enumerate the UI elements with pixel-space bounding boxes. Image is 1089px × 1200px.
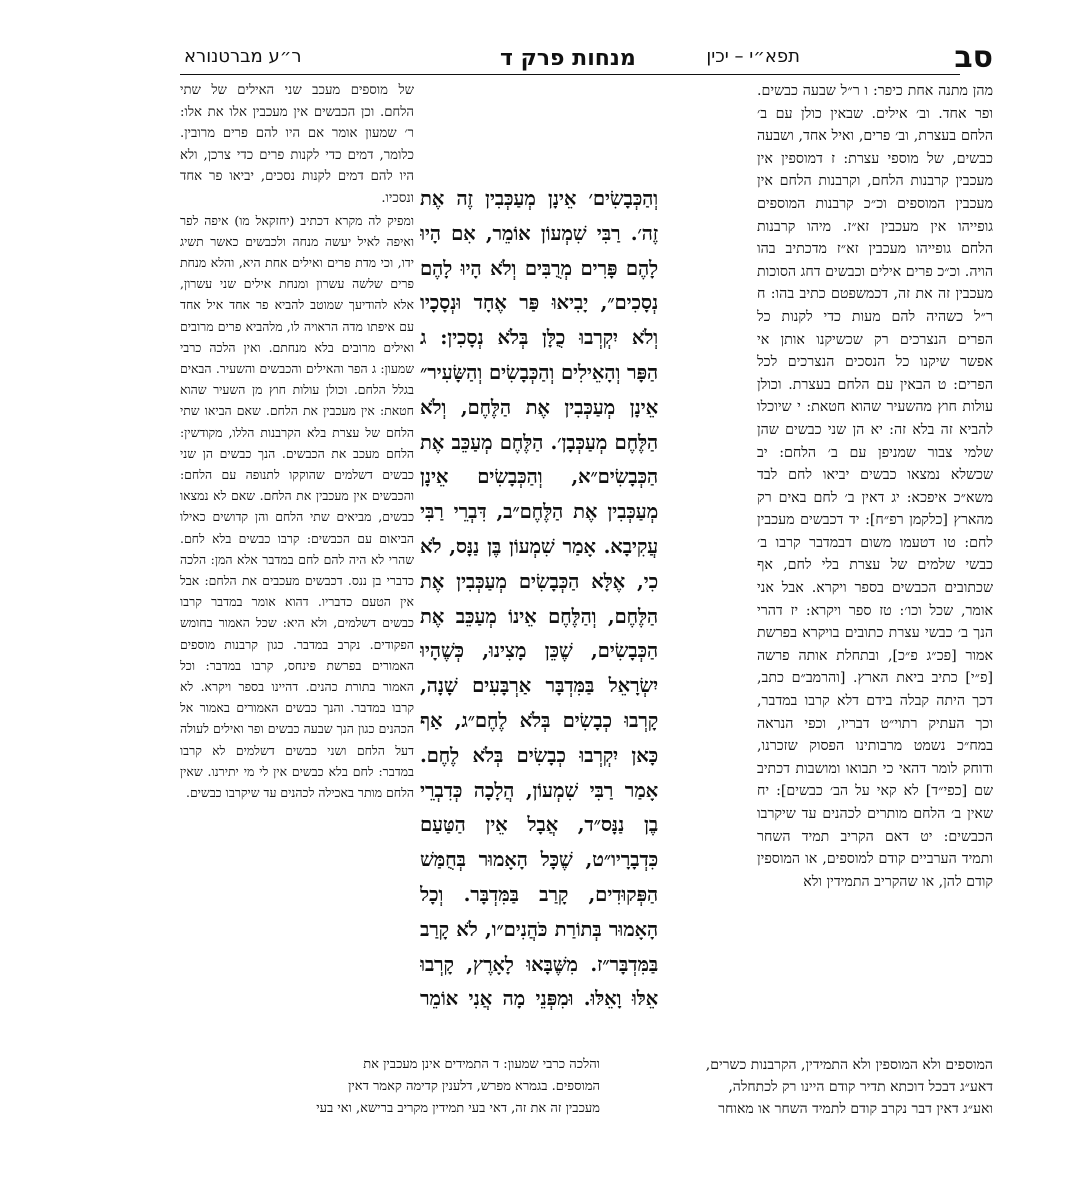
bottom-right-line: דאע״ג דבכל דוכתא תדיר קודם היינו רק לכתחלה, (728, 1079, 993, 1095)
bartenura-top-text: של מוספים מעכב שני האילים של שתי הלחם. וכן הכבשים אין מעכבין אלו את אלו: ר׳ שמעון אומר אם היו להם פרים מרובין. כלומר, דמים כדי לקנות פרים כדי צרכן, ולא היו להם דמים לקנות נסכים, יביאו פר אחד ונסכיו. (180, 83, 414, 206)
bottom-left-line: והלכה כרבי שמעון: ד התמידים אינן מעכבין את (363, 1057, 600, 1072)
tiferet-yisrael-text: מהן מתנה אחת כיפר: ו ר״ל שבעה כבשים. ופר אחד. וב׳ אילים. שבאין כולן עם ב׳ הלחם בעצרת, וב׳ פרים, ואיל אחד, ושבעה כבשים, של מוספי עצרת: ז דמוספין אין מעכבין קרבנות הלחם, וקרבנות הלחם אין מעכבין המוספים וכ״כ קרבנות המוספים גופייהו אין מעכבין זא״ז. מיהו קרבנות הלחם גופייהו מעכבין זא״ז מדכתיב בהו הויה. וכ״כ פרים אילים וכבשים דחג הסוכות מעכבין זה את זה, דכמשפטם כתיב בהו: ח ר״ל כשהיה להם מעות כדי לקנות כל הפרים הנצרכים רק שכשיקנו אותן אי אפשר שיקנו כל הנסכים הנצרכים לכל הפרים: ט הבאין עם הלחם בעצרת. וכולן עולות חוץ מהשעיר שהוא חטאת: י שיוכלו להביא זה בלא זה: יא הן שני כבשים שהן שלמי צבור שמניפן עם ב׳ הלחם: יב שכשלא נמצאו כבשים יביאו לחם לבד משא״כ איפכא: יג דאין ב׳ לחם באים רק מהארץ [כלקמן רפ״ח]: יד דכבשים מעכבין לחם: טו דטעמו משום דבמדבר קרבו ב׳ כבשי שלמים של עצרת בלי לחם, אף שכתובים הכבשים בספר ויקרא. אבל אני אומר, שכל וכו׳: טז ספר ויקרא: יז דהרי הנך ב׳ כבשי עצרת כתובים בויקרא בפרשת אמור [פכ״ג פ״כ], ובתחלת אותה פרשה [פ״י] כתיב ביאת הארץ. [והרמב״ם כתב, דכך היתה קבלה בידם דלא קרבו במדבר, וכך העתיק רתוי״ט דבריו, וכפי הנראה במח״כ נשמט מרבותינו הפסוק שזכרנו, ודוחק לומר דהאי כי תבואו ומושבות דכתיב שם [כפי״ד] לא קאי על הב׳ כבשים]: יח שאין ב׳ הלחם מותרים לכהנים עד שיקרבו הכבשים: יט דאם הקריב תמיד השחר ותמיד הערביים קודם למוספים, או המוספין קודם להן, או שהקריב התמידין ולא (757, 83, 993, 890)
page-header (180, 44, 960, 75)
mishna-column (420, 182, 658, 1016)
bottom-left-line: מעכבין זה את זה, דאי בעי תמידין מקריב ברישא, ואי בעי (316, 1101, 600, 1116)
tiferet-yisrael-commentary (757, 80, 993, 1100)
mishna-text: וְהַכְּבָשִׂים׳ אֵינָן מְעַכְּבִין זֶה אֶת זֶה׳. רַבִּי שִׁמְעוֹן אוֹמֵר, אִם הָיוּ לָהֶם פָּרִים מְרֻבִּים וְלֹא הָיוּ לָהֶם נְסָכִים״, יָבִיאוּ פַּר אֶחָד וּנְסָכָיו וְלֹא יִקְרְבוּ כֻלָּן בְּלֹא נְסָכִין: ג הַפָּר וְהָאֵילִים וְהַכְּבָשִׂים וְהַשָּׂעִיר״ אֵינָן מְעַכְּבִין אֶת הַלֶּחֶם, וְלֹא הַלֶּחֶם מְעַכְּבָן׳. הַלֶּחֶם מְעַכֵּב אֶת הַכְּבָשִׂים״א, וְהַכְּבָשִׂים אֵינָן מְעַכְּבִין אֶת הַלֶּחֶם״ב, דִּבְרֵי רַבִּי עֲקִיבָא. אָמַר שִׁמְעוֹן בֶּן נַנָּס, לֹא כִי, אֶלָּא הַכְּבָשִׂים מְעַכְּבִין אֶת הַלֶּחֶם, וְהַלֶּחֶם אֵינוֹ מְעַכֵּב אֶת הַכְּבָשִׂים, שֶׁכֵּן מָצִינוּ, כְּשֶׁהָיוּ יִשְׂרָאֵל בַּמִּדְבָּר אַרְבָּעִים שָׁנָה, קָרְבוּ כְבָשִׂים בְּלֹא לֶחֶם״ג, אַף כָּאן יִקְרְבוּ כְבָשִׂים בְּלֹא לֶחֶם. אָמַר רַבִּי שִׁמְעוֹן, הֲלָכָה כְּדִבְרֵי בֶן נַנָּס״ד, אֲבָל אֵין הַטַּעַם כִּדְבָרָיו״ט, שֶׁכָּל הָאָמוּר בְּחֻמַּשׁ הַפְּקוּדִים, קָרַב בַּמִּדְבָּר. וְכָל הָאָמוּר בְּתוֹרַת כֹּהֲנִים״ו, לֹא קָרַב בַּמִּדְבָּר״ז. מִשֶּׁבָּאוּ לָאָרֶץ, קָרְבוּ אֵלּוּ וָאֵלּוּ. וּמִפְּנֵי מָה אֲנִי אוֹמֵר (420, 187, 658, 1011)
commentary-label: תפא״י – יכין (706, 46, 800, 67)
bottom-right-line: המוספים ולא המוספין ולא התמידין, הקרבנות כשרים, (705, 1057, 993, 1073)
bottom-left-commentary (180, 1054, 600, 1120)
page-number: סב (954, 40, 993, 75)
bottom-left-line: המוספים. בגמרא מפרש, דלענין קדימה קאמר דאין (348, 1079, 600, 1094)
bartenura-main-text: ומפיק לה מקרא דכתיב (יחזקאל מו) איפה לפר ואיפה לאיל יעשה מנחה ולכבשים כאשר תשיג ידו, וכי מדת פרים ואילים אחת היא, והלא מנחת פרים שלשה עשרון ומנחת אילים שני עשרון, אלא להודיעך שמוטב להביא פר אחד איל אחד עם איפתו מדה הראויה לו, מלהביא פרים מרובים ואילים מרובים בלא מנחתם. ואין הלכה כרבי שמעון: ג הפר והאילים והכבשים והשעיר. הבאים בגלל הלחם. וכולן עולות חוץ מן השעיר שהוא חטאת: אין מעכבין את הלחם. שאם הביאו שתי הלחם של עצרת בלא הקרבנות הללו, מקודשין: הלחם מעכב את הכבשים. הנך כבשים הן שני כבשים דשלמים שהוקקו לתנופה עם הלחם: והכבשים אין מעכבין את הלחם. שאם לא נמצאו כבשים, מביאים שתי הלחם והן קדושים כאילו הביאום עם הכבשים: קרבו כבשים בלא לחם. שהרי לא היה להם לחם במדבר אלא המן: הלכה כדברי בן ננס. דכבשים מעכבים את הלחם: אבל אין הטעם כדבריו. דהוא אומר במדבר קרבו כבשים דשלמים, ולא היא: שכל האמור בחומש הפקודים. נקרב במדבר. כגון קרבנות מוספים האמורים בפרשת פינחס, קרבו במדבר: וכל האמור בתורת כהנים. דהיינו בספר ויקרא. לא קרבו במדבר. והנך כבשים האמורים באמור אל הכהנים כגון הנך שבעה כבשים ופר ואילים לעולה דעל הלחם ושני כבשים דשלמים לא קרבו במדבר: לחם בלא כבשים אין לי מי יתירנו. שאין הלחם מותר באכילה לכהנים עד שיקרבו כבשים. (180, 212, 414, 801)
bottom-right-commentary (601, 1054, 993, 1120)
bartenura-label: ר״ע מברטנורא (184, 46, 302, 67)
tractate-chapter-title: מנחות פרק ד (500, 46, 636, 71)
bottom-right-line: ואע״ג דאין דבר נקרב קודם לתמיד השחר או מאוחר (718, 1101, 993, 1117)
bartenura-commentary (180, 80, 414, 1100)
